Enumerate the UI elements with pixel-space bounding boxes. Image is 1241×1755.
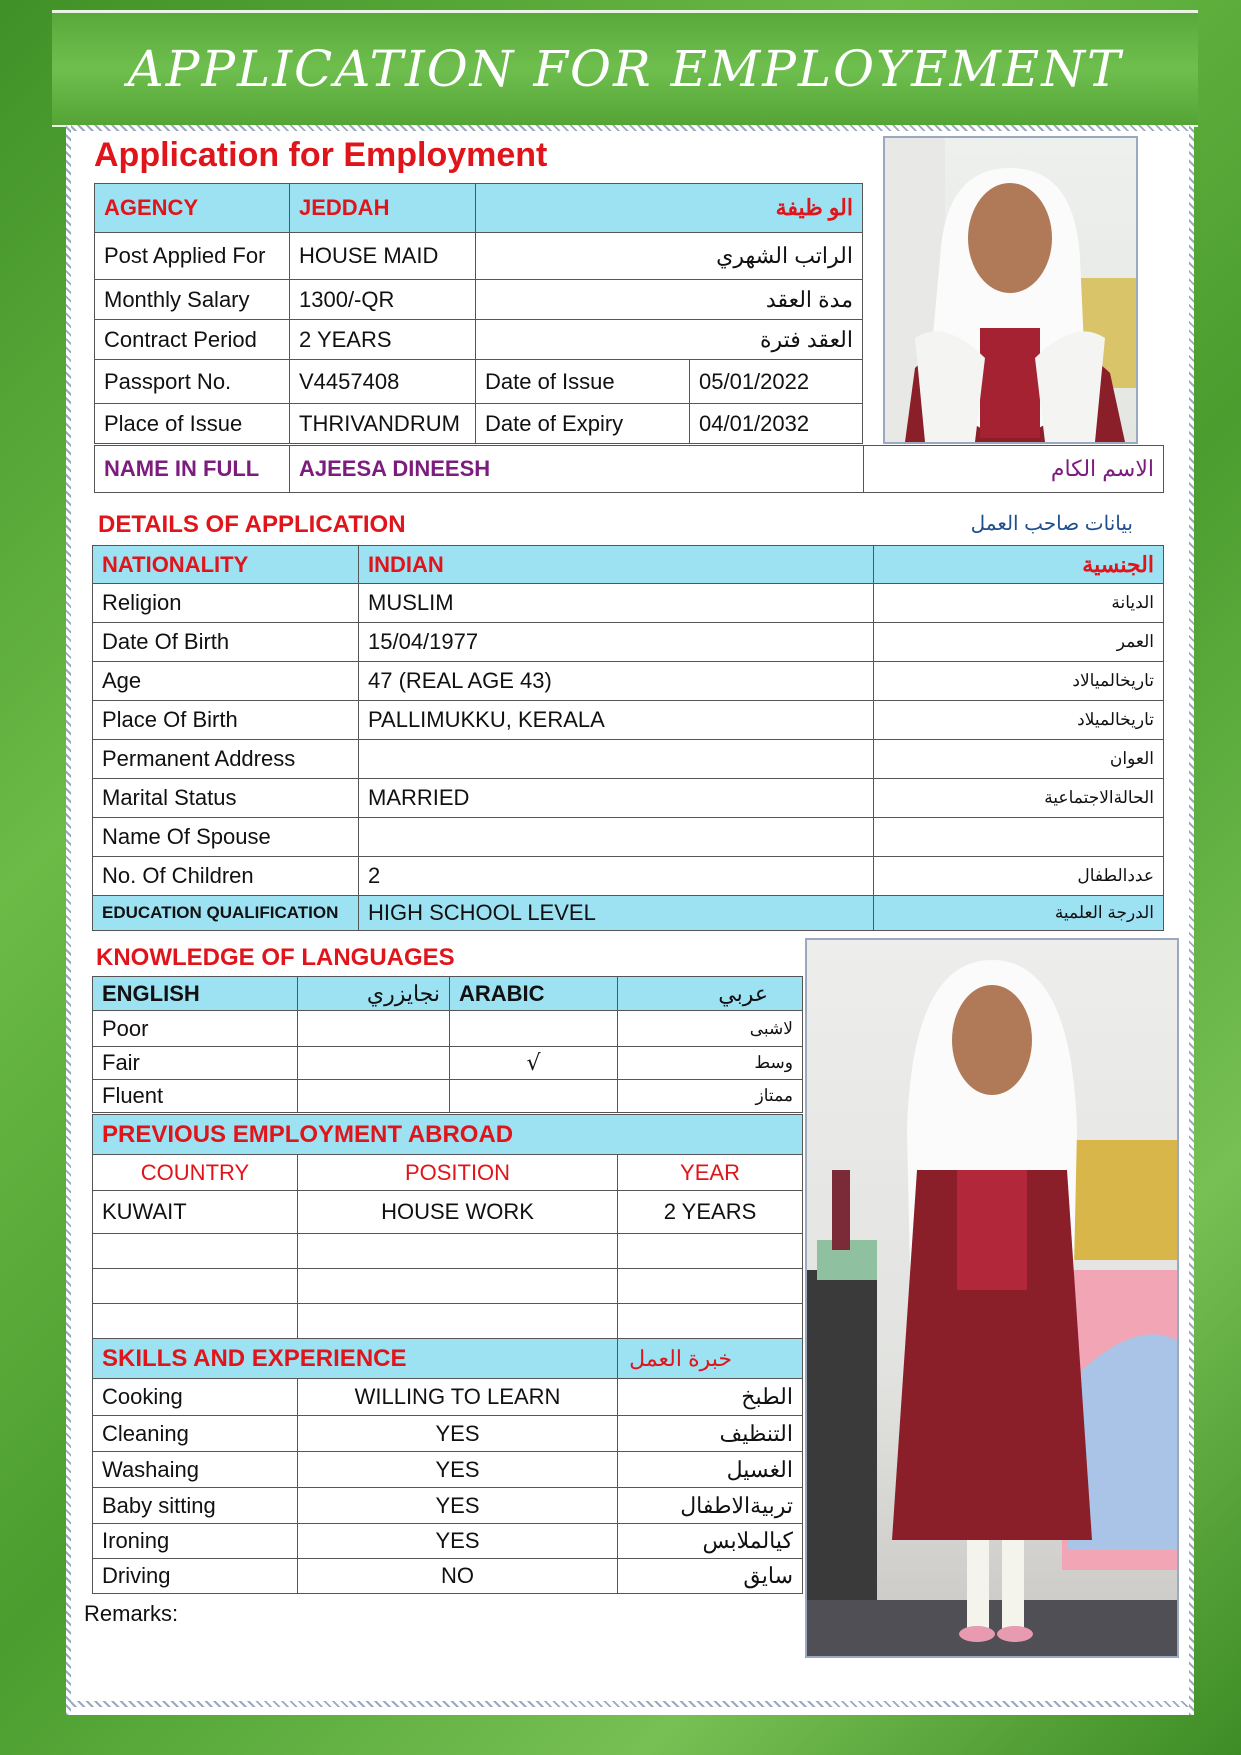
contract-ar: العقد فترة (476, 320, 863, 360)
detail-label: Age (93, 662, 359, 701)
detail-value (359, 818, 874, 857)
table-row (93, 1524, 803, 1559)
table-row (93, 1191, 803, 1234)
portrait-figure (885, 138, 1136, 442)
expiry-date-label: Date of Expiry (476, 404, 690, 444)
details-table (92, 545, 1164, 931)
english-mark (298, 1011, 450, 1047)
skill-name: Driving (93, 1559, 298, 1594)
detail-label: Place Of Birth (93, 701, 359, 740)
detail-value: 15/04/1977 (359, 623, 874, 662)
employment-country (93, 1304, 298, 1339)
level-ar: لاشبى (618, 1011, 803, 1047)
detail-ar: تاريخالميلاد (874, 701, 1164, 740)
detail-label: No. Of Children (93, 857, 359, 896)
skill-name: Baby sitting (93, 1488, 298, 1524)
skill-name: Washaing (93, 1452, 298, 1488)
table-row (95, 280, 863, 320)
name-table (94, 445, 1164, 493)
issue-date-label: Date of Issue (476, 360, 690, 404)
employment-year (618, 1269, 803, 1304)
table-row (93, 779, 1164, 818)
full-body-photo (805, 938, 1179, 1658)
name-ar: الاسم الكام (864, 446, 1164, 493)
detail-label: Marital Status (93, 779, 359, 818)
detail-label: Name Of Spouse (93, 818, 359, 857)
detail-ar: تاريخالميالاد (874, 662, 1164, 701)
education-ar: الدرجة العلمية (874, 896, 1164, 931)
agency-label: AGENCY (95, 184, 290, 233)
table-row (93, 623, 1164, 662)
table-row (95, 320, 863, 360)
full-body-figure (807, 940, 1177, 1656)
employment-country: KUWAIT (93, 1191, 298, 1234)
table-row (93, 1269, 803, 1304)
employment-country (93, 1234, 298, 1269)
employment-table (92, 1114, 803, 1339)
detail-value (359, 740, 874, 779)
post-label: Post Applied For (95, 233, 290, 280)
banner (52, 10, 1198, 127)
language-level: Poor (93, 1011, 298, 1047)
table-row (93, 1234, 803, 1269)
nationality-row (93, 546, 1164, 584)
skill-value: YES (298, 1452, 618, 1488)
skill-value: YES (298, 1488, 618, 1524)
employment-year (618, 1234, 803, 1269)
passport-value: V4457408 (290, 360, 476, 404)
employment-position (298, 1234, 618, 1269)
nationality-label: NATIONALITY (93, 546, 359, 584)
nationality-ar: الجنسية (874, 546, 1164, 584)
salary-value: 1300/-QR (290, 280, 476, 320)
detail-label: Religion (93, 584, 359, 623)
top-info-table (94, 183, 863, 444)
skill-ar: الطبخ (618, 1379, 803, 1416)
name-row (95, 446, 1164, 493)
education-row (93, 896, 1164, 931)
skill-name: Ironing (93, 1524, 298, 1559)
salary-ar: مدة العقد (476, 280, 863, 320)
table-row (93, 857, 1164, 896)
skill-ar: تربيةالاطفال (618, 1488, 803, 1524)
post-value: HOUSE MAID (290, 233, 476, 280)
detail-ar: عددالطفال (874, 857, 1164, 896)
education-value: HIGH SCHOOL LEVEL (359, 896, 874, 931)
table-row (93, 740, 1164, 779)
name-value: AJEESA DINEESH (290, 446, 864, 493)
table-row (93, 1011, 803, 1047)
employment-country (93, 1269, 298, 1304)
issue-date-value: 05/01/2022 (690, 360, 863, 404)
table-row (93, 818, 1164, 857)
nationality-value: INDIAN (359, 546, 874, 584)
table-row (93, 1379, 803, 1416)
contract-label: Contract Period (95, 320, 290, 360)
place-issue-label: Place of Issue (95, 404, 290, 444)
english-mark (298, 1047, 450, 1080)
place-issue-value: THRIVANDRUM (290, 404, 476, 444)
paper-border-left (66, 125, 71, 1715)
employment-year: 2 YEARS (618, 1191, 803, 1234)
skill-value: YES (298, 1416, 618, 1452)
paper-border-top (66, 125, 1194, 131)
employment-position (298, 1304, 618, 1339)
remarks-label: Remarks: (84, 1601, 179, 1626)
skills-table (92, 1338, 803, 1594)
table-row (95, 233, 863, 280)
skill-value: NO (298, 1559, 618, 1594)
detail-ar (874, 818, 1164, 857)
language-level: Fluent (93, 1080, 298, 1113)
arabic-mark (450, 1080, 618, 1113)
details-heading: DETAILS OF APPLICATION (98, 511, 406, 538)
name-label: NAME IN FULL (95, 446, 290, 493)
portrait-photo (883, 136, 1138, 444)
skill-ar: التنظيف (618, 1416, 803, 1452)
agency-value: JEDDAH (290, 184, 476, 233)
banner-title: APPLICATION FOR EMPLOYEMENT (127, 40, 1123, 98)
detail-value: 2 (359, 857, 874, 896)
table-row (93, 1416, 803, 1452)
details-heading-ar: بيانات صاحب العمل (970, 513, 1133, 535)
skill-value: WILLING TO LEARN (298, 1379, 618, 1416)
skill-ar: الغسيل (618, 1452, 803, 1488)
table-row (93, 1047, 803, 1080)
employment-heading: PREVIOUS EMPLOYMENT ABROAD (93, 1115, 803, 1155)
detail-value: MUSLIM (359, 584, 874, 623)
table-row (93, 584, 1164, 623)
table-row (93, 1304, 803, 1339)
paper-border-bottom (66, 1701, 1194, 1707)
education-label: EDUCATION QUALIFICATION (93, 896, 359, 931)
english-header: ENGLISH (93, 977, 298, 1011)
skill-ar: سايق (618, 1559, 803, 1594)
level-ar: ممتاز (618, 1080, 803, 1113)
detail-ar: الديانة (874, 584, 1164, 623)
passport-label: Passport No. (95, 360, 290, 404)
contract-value: 2 YEARS (290, 320, 476, 360)
language-level: Fair (93, 1047, 298, 1080)
languages-header-row (93, 977, 803, 1011)
paper-border-right (1189, 125, 1194, 1715)
skills-heading-row (93, 1339, 803, 1379)
table-row (93, 1559, 803, 1594)
table-row (93, 1452, 803, 1488)
skills-heading: SKILLS AND EXPERIENCE (93, 1339, 618, 1379)
table-row (93, 701, 1164, 740)
table-row (93, 1080, 803, 1113)
employment-year (618, 1304, 803, 1339)
english-header-ar: نجايزري (298, 977, 450, 1011)
position-header: POSITION (298, 1155, 618, 1191)
detail-ar: العمر (874, 623, 1164, 662)
arabic-header: ARABIC (450, 977, 618, 1011)
employment-position (298, 1269, 618, 1304)
year-header: YEAR (618, 1155, 803, 1191)
english-mark (298, 1080, 450, 1113)
expiry-date-value: 04/01/2032 (690, 404, 863, 444)
employment-heading-row (93, 1115, 803, 1155)
salary-label: Monthly Salary (95, 280, 290, 320)
languages-table (92, 976, 803, 1113)
form-title: Application for Employment (94, 136, 548, 174)
table-row (95, 360, 863, 404)
detail-label: Date Of Birth (93, 623, 359, 662)
agency-row (95, 184, 863, 233)
detail-ar: العوان (874, 740, 1164, 779)
languages-heading: KNOWLEDGE OF LANGUAGES (96, 944, 455, 971)
detail-label: Permanent Address (93, 740, 359, 779)
skill-ar: كيالملابس (618, 1524, 803, 1559)
arabic-mark (450, 1011, 618, 1047)
arabic-header-ar: عربي (618, 977, 803, 1011)
table-row (93, 662, 1164, 701)
agency-ar: الو ظيفة (476, 184, 863, 233)
table-row (95, 404, 863, 444)
table-row (93, 1488, 803, 1524)
skills-heading-ar: خبرة العمل (618, 1339, 803, 1379)
skill-name: Cooking (93, 1379, 298, 1416)
country-header: COUNTRY (93, 1155, 298, 1191)
post-ar: الراتب الشهري (476, 233, 863, 280)
skill-name: Cleaning (93, 1416, 298, 1452)
skill-value: YES (298, 1524, 618, 1559)
detail-value: PALLIMUKKU, KERALA (359, 701, 874, 740)
detail-value: MARRIED (359, 779, 874, 818)
detail-value: 47 (REAL AGE 43) (359, 662, 874, 701)
detail-ar: الحالةالاجتماعية (874, 779, 1164, 818)
level-ar: وسط (618, 1047, 803, 1080)
employment-position: HOUSE WORK (298, 1191, 618, 1234)
employment-header-row (93, 1155, 803, 1191)
arabic-mark: √ (450, 1047, 618, 1080)
